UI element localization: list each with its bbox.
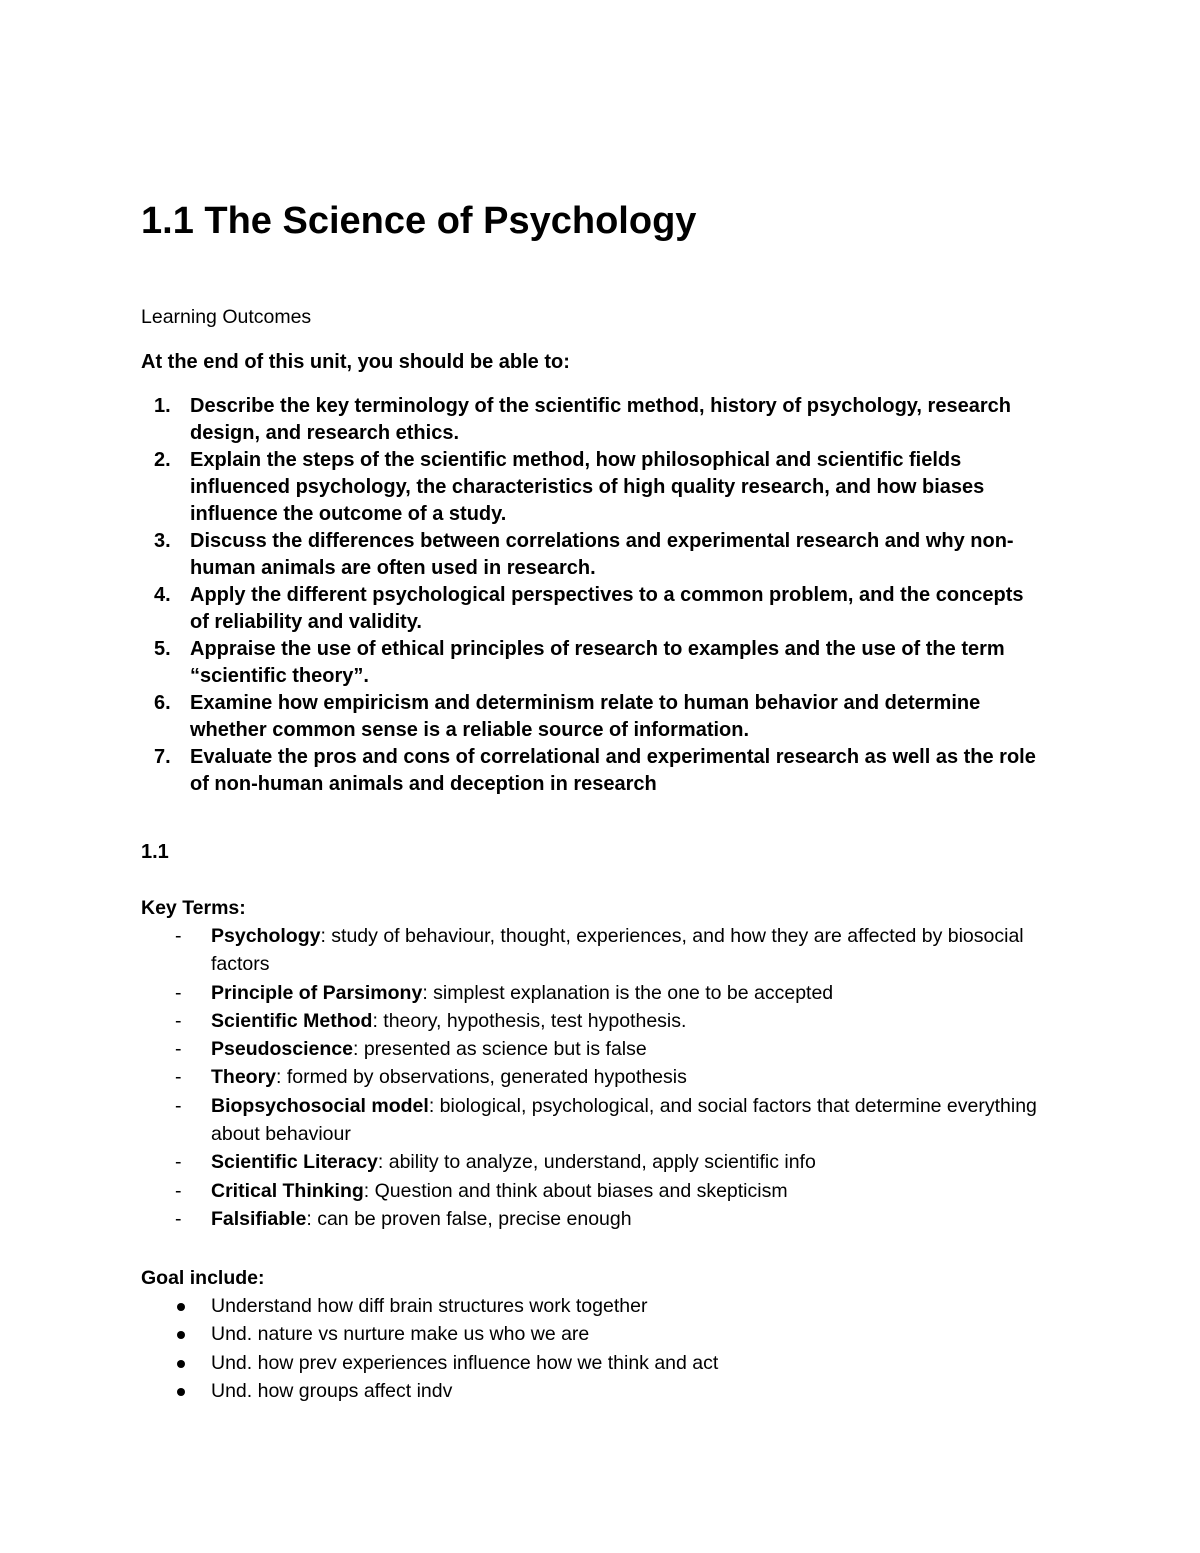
- outcome-number: 2.: [154, 449, 171, 471]
- term-definition: : formed by observations, generated hypothesis: [276, 1066, 687, 1089]
- key-term-item: [141, 1205, 1041, 1233]
- key-term-item: [141, 1177, 1041, 1205]
- key-term-item: [141, 1035, 1041, 1063]
- dash-bullet: -: [175, 1179, 182, 1202]
- dash-bullet: -: [175, 1066, 182, 1089]
- outcome-text: Apply the different psychological perspectives to a common problem, and the concepts of reliability and validity.: [190, 584, 1024, 633]
- term-name: Psychology: [211, 925, 321, 947]
- dash-bullet: -: [175, 1009, 182, 1032]
- key-term-item: [141, 1092, 1041, 1149]
- term-name: Scientific Method: [211, 1009, 373, 1032]
- key-term-item: [141, 1063, 1041, 1091]
- term-definition: : simplest explanation is the one to be accepted: [422, 981, 834, 1004]
- outcome-text: Evaluate the pros and cons of correlational and experimental research as well as the role of non-human animals and deception in research: [190, 746, 1036, 795]
- term-name: Scientific Literacy: [211, 1151, 378, 1174]
- bullet-dot-icon: [177, 1303, 185, 1311]
- goal-item: [141, 1349, 1041, 1377]
- outcome-item-4: [141, 582, 1041, 636]
- dash-bullet: -: [175, 1038, 182, 1061]
- dash-bullet: -: [175, 1207, 182, 1230]
- goal-text: Und. how prev experiences influence how we think and act: [211, 1351, 719, 1374]
- outcomes-intro: At the end of this unit, you should be able to:: [141, 351, 570, 373]
- goal-item: [141, 1377, 1041, 1405]
- goal-item: [141, 1292, 1041, 1320]
- outcome-number: 6.: [154, 692, 171, 714]
- outcome-number: 1.: [154, 395, 171, 417]
- term-name: Theory: [211, 1066, 277, 1089]
- term-definition: : biological, psychological, and social factors that determine everything about behaviour: [211, 1094, 1037, 1146]
- term-name: Critical Thinking: [211, 1179, 364, 1202]
- goal-text: Und. nature vs nurture make us who we are: [211, 1323, 590, 1346]
- page-title: 1.1 The Science of Psychology: [141, 200, 697, 242]
- term-name: Biopsychosocial model: [211, 1094, 429, 1117]
- key-terms-list: [141, 922, 1041, 1233]
- learning-outcomes-subheading: Learning Outcomes: [141, 306, 312, 328]
- term-definition: : presented as science but is false: [352, 1038, 647, 1061]
- outcome-item-1: [141, 393, 1041, 447]
- bullet-dot-icon: [177, 1388, 185, 1396]
- goals-heading: Goal include:: [141, 1267, 265, 1289]
- dash-bullet: -: [175, 1151, 182, 1174]
- key-term-item: [141, 1007, 1041, 1035]
- dash-bullet: -: [175, 981, 182, 1004]
- key-term-item: [141, 979, 1041, 1007]
- key-terms-heading: Key Terms:: [141, 897, 246, 919]
- key-term-item: [141, 922, 1041, 979]
- term-definition: : study of behaviour, thought, experiences, and how they are affected by biosocial factors: [211, 925, 1024, 976]
- outcome-text: Discuss the differences between correlations and experimental research and why non-human animals are often used in research.: [190, 530, 1014, 579]
- outcome-text: Appraise the use of ethical principles of research to examples and the use of the term “scientific theory”.: [190, 638, 1005, 687]
- term-definition: : can be proven false, precise enough: [306, 1207, 632, 1230]
- term-name: Pseudoscience: [211, 1038, 353, 1061]
- bullet-dot-icon: [177, 1331, 185, 1339]
- term-definition: : theory, hypothesis, test hypothesis.: [372, 1009, 687, 1032]
- outcome-text: Explain the steps of the scientific method, how philosophical and scientific fields influenced psychology, the characteristics of high quality research, and how biases influence the outcome of a study.: [190, 449, 985, 525]
- dash-bullet: -: [175, 1094, 182, 1117]
- term-definition: : Question and think about biases and skepticism: [363, 1179, 788, 1202]
- term-name: Principle of Parsimony: [211, 981, 423, 1004]
- outcome-item-2: [141, 447, 1041, 528]
- outcome-item-3: [141, 528, 1041, 582]
- outcome-item-6: [141, 690, 1041, 744]
- dash-bullet: -: [175, 925, 182, 947]
- goal-text: Understand how diff brain structures work together: [211, 1295, 648, 1317]
- outcome-number: 3.: [154, 530, 171, 552]
- outcome-text: Describe the key terminology of the scientific method, history of psychology, research design, and research ethics.: [190, 395, 1011, 444]
- goal-item: [141, 1320, 1041, 1348]
- outcome-number: 7.: [154, 746, 171, 768]
- bullet-dot-icon: [177, 1360, 185, 1368]
- goal-text: Und. how groups affect indv: [211, 1379, 453, 1402]
- outcome-number: 4.: [154, 584, 171, 606]
- section-number: 1.1: [141, 841, 169, 863]
- outcome-item-7: [141, 744, 1041, 798]
- learning-outcomes-list: [141, 393, 1041, 798]
- outcome-item-5: [141, 636, 1041, 690]
- outcome-text: Examine how empiricism and determinism relate to human behavior and determine whether common sense is a reliable source of information.: [190, 692, 981, 741]
- outcome-number: 5.: [154, 638, 171, 660]
- goals-list: [141, 1292, 1041, 1405]
- term-name: Falsifiable: [211, 1207, 307, 1230]
- key-term-item: [141, 1148, 1041, 1176]
- term-definition: : ability to analyze, understand, apply scientific info: [377, 1151, 816, 1174]
